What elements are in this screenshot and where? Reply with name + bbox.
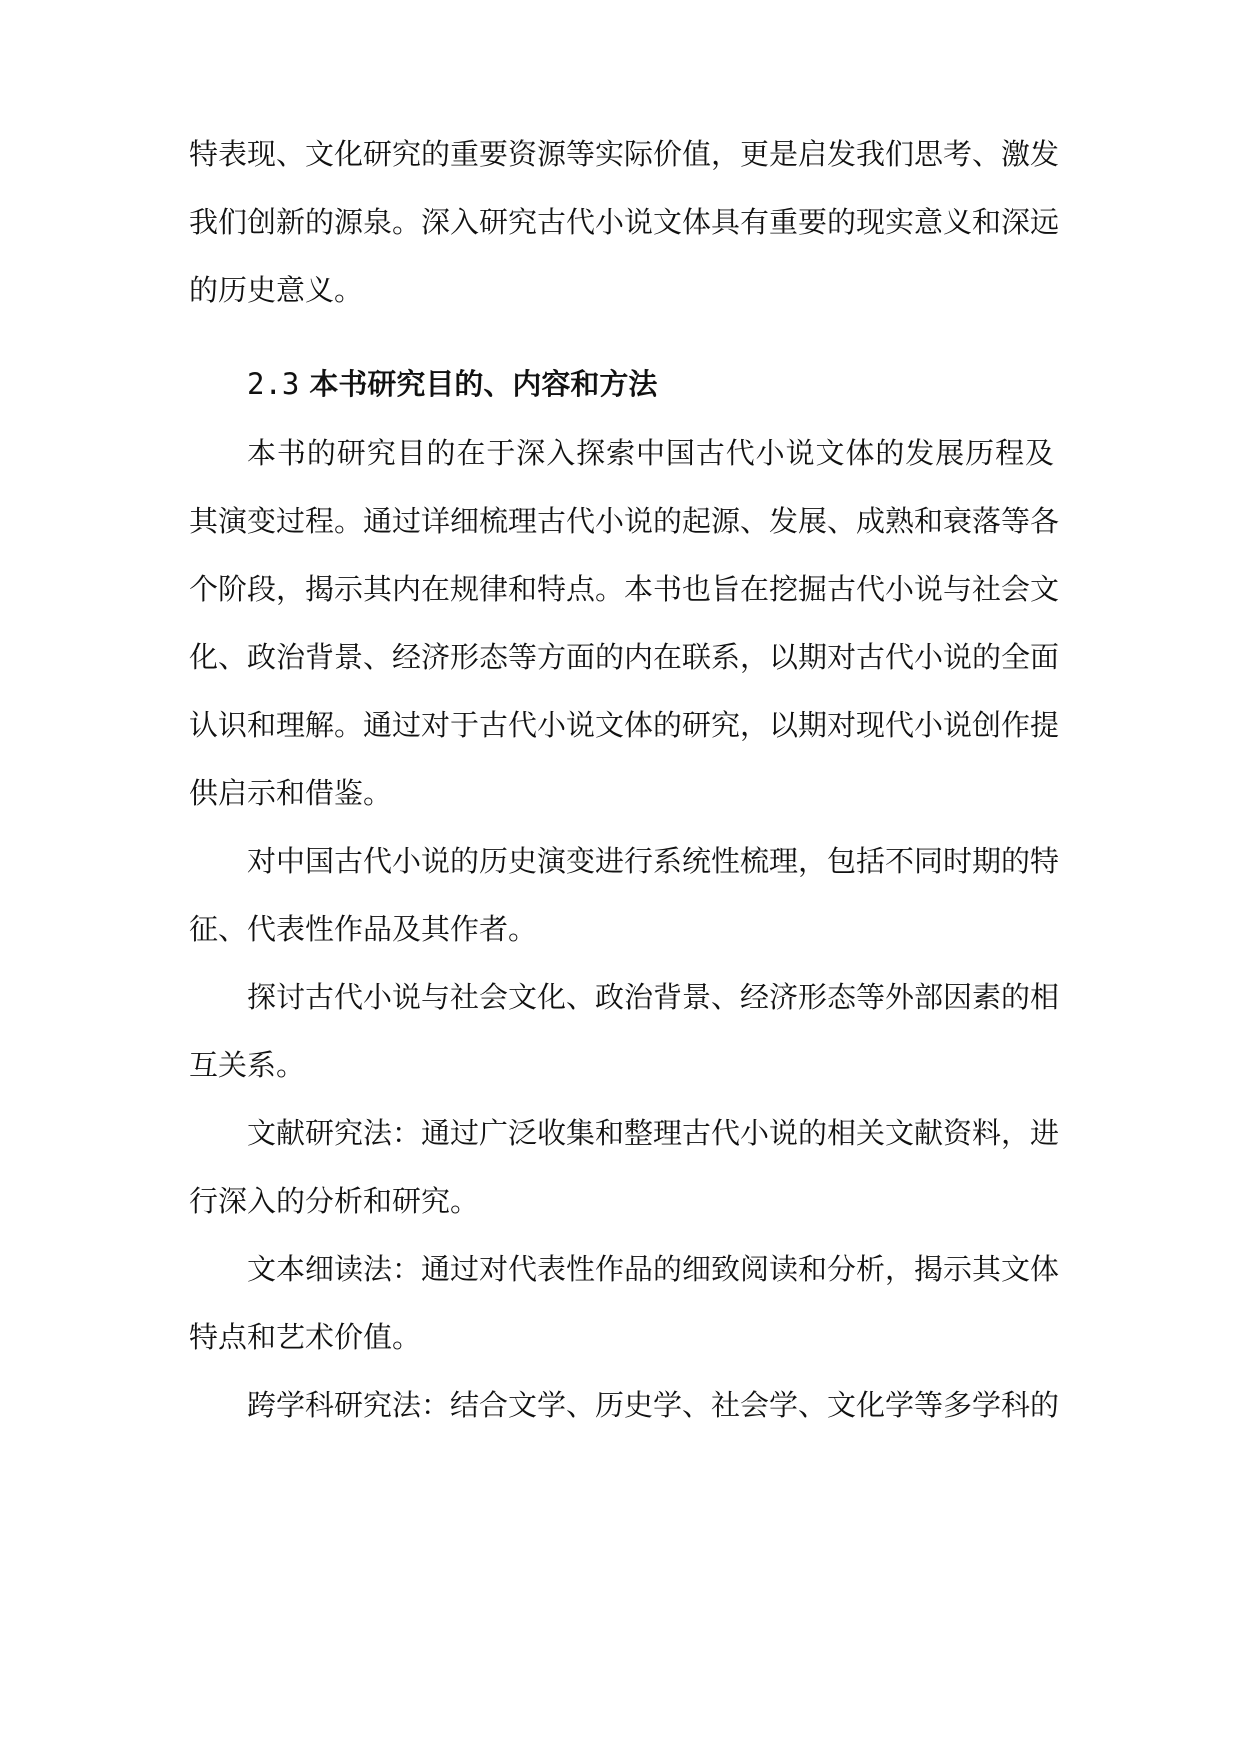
text-line: 文献研究法：通过广泛收集和整理古代小说的相关文献资料，进 — [247, 1116, 1060, 1150]
text-line: 供启示和借鉴。 — [189, 776, 393, 810]
text-line: 其演变过程。通过详细梳理古代小说的起源、发展、成熟和衰落等各 — [189, 504, 1060, 538]
text-line: 特表现、文化研究的重要资源等实际价值，更是启发我们思考、激发 — [189, 137, 1060, 171]
text-line: 对中国古代小说的历史演变进行系统性梳理，包括不同时期的特 — [247, 844, 1060, 878]
text-line: 化、政治背景、经济形态等方面的内在联系，以期对古代小说的全面 — [189, 640, 1060, 674]
text-line: 本书的研究目的在于深入探索中国古代小说文体的发展历程及 — [247, 436, 1054, 470]
text-line: 个阶段，揭示其内在规律和特点。本书也旨在挖掘古代小说与社会文 — [189, 572, 1060, 606]
text-line: 探讨古代小说与社会文化、政治背景、经济形态等外部因素的相 — [247, 980, 1060, 1014]
text-line: 我们创新的源泉。深入研究古代小说文体具有重要的现实意义和深远 — [189, 205, 1060, 239]
section-heading — [247, 364, 657, 404]
text-line: 征、代表性作品及其作者。 — [189, 912, 538, 946]
text-line: 特点和艺术价值。 — [189, 1320, 422, 1354]
text-line: 跨学科研究法：结合文学、历史学、社会学、文化学等多学科的 — [247, 1388, 1060, 1422]
section-number: 2.3 — [247, 367, 300, 401]
text-line: 文本细读法：通过对代表性作品的细致阅读和分析，揭示其文体 — [247, 1252, 1060, 1286]
text-line: 互关系。 — [189, 1048, 306, 1082]
text-line: 的历史意义。 — [189, 273, 364, 307]
text-line: 认识和理解。通过对于古代小说文体的研究，以期对现代小说创作提 — [189, 708, 1060, 742]
section-title: 本书研究目的、内容和方法 — [309, 367, 658, 401]
text-line: 行深入的分析和研究。 — [189, 1184, 480, 1218]
